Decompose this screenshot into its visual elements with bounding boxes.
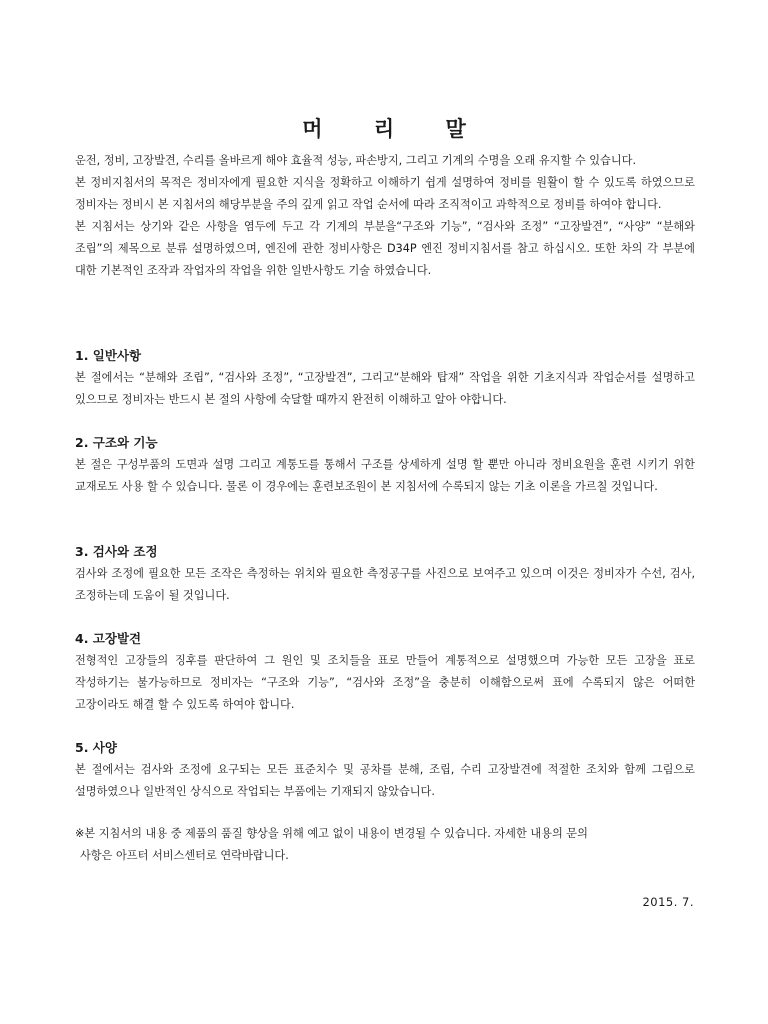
notice-line: 사항은 아프터 서비스센터로 연락바랍니다. <box>80 849 289 862</box>
section-body: 본 절은 구성부품의 도면과 설명 그리고 계통도를 통해서 구조를 상세하게 설명 할 뿐만 아니라 정비요원을 훈련 시키기 위한 교재로도 사용 할 수 있습니다. 물론 이 경우에는 훈련보조원이 본 지침서에 수록되지 않는 기초 이론을 가르칠 것입니다. <box>75 458 695 493</box>
section-body: 검사와 조정에 필요한 모든 조작은 측정하는 위치와 필요한 측정공구를 사진으로 보여주고 있으며 이것은 정비자가 수선, 검사, 조정하는데 도움이 될 것입니다. <box>75 567 695 602</box>
section-body: 본 절에서는 “분해와 조립”, “검사와 조정”, “고장발견”, 그리고“분해와 탑재” 작업을 위한 기초지식과 작업순서를 설명하고 있으므로 정비자는 반드시 본 절의 사항에 숙달할 때까지 완전히 이해하고 알아 야합니다. <box>75 371 695 406</box>
section-heading: 4. 고장발견 <box>75 631 142 646</box>
section-heading: 2. 구조와 기능 <box>75 435 158 450</box>
notice-line: ※본 지침서의 내용 중 제품의 품질 향상을 위해 예고 없이 내용이 변경될 수 있습니다. 자세한 내용의 문의 <box>75 827 588 840</box>
section-body: 본 절에서는 검사와 조정에 요구되는 모든 표준치수 및 공차를 분해, 조립, 수리 고장발견에 적절한 조치와 함께 그림으로 설명하였으나 일반적인 상식으로 작업되는 부품에는 기재되지 않았습니다. <box>75 763 695 798</box>
notice <box>75 823 695 867</box>
intro <box>75 150 695 282</box>
publication-date: 2015. 7. <box>642 895 694 909</box>
intro-paragraph: 본 정비지침서의 목적은 정비자에게 필요한 지식을 정확하고 이해하기 쉽게 설명하여 정비를 원활이 할 수 있도록 하였으므로 정비자는 정비시 본 지침서의 해당부분을 주의 깊게 읽고 작업 순서에 따라 조직적이고 과학적으로 정비를 하여야 합니다. <box>75 176 695 211</box>
section-troubleshooting <box>75 628 695 716</box>
section-heading: 5. 사양 <box>75 740 117 755</box>
intro-paragraph: 운전, 정비, 고장발견, 수리를 올바르게 해야 효율적 성능, 파손방지, 그리고 기계의 수명을 오래 유지할 수 있습니다. <box>75 154 637 167</box>
section-heading: 3. 검사와 조정 <box>75 544 158 559</box>
section-body: 전형적인 고장들의 징후를 판단하여 그 원인 및 조치들을 표로 만들어 계통적으로 설명했으며 가능한 모든 고장을 표로 작성하기는 불가능하므로 정비자는 “구조와 기능”, “검사와 조정”을 충분히 이해함으로써 표에 수록되지 않은 어떠한 고장이라도 해결 할 수 있도록 하여야 합니다. <box>75 654 695 711</box>
section-specifications <box>75 737 695 803</box>
section-inspection <box>75 541 695 607</box>
section-general <box>75 345 695 411</box>
section-structure <box>75 432 695 498</box>
intro-paragraph: 본 지침서는 상기와 같은 사항을 염두에 두고 각 기계의 부분을“구조와 기능”, “검사와 조정” “고장발견”, “사양” “분해와 조립”의 제목으로 분류 설명하였으며, 엔진에 관한 정비사항은 D34P 엔진 정비지침서를 참고 하십시오. 또한 차의 각 부분에 대한 기본적인 조작과 작업자의 작업을 위한 일반사항도 기술 하였습니다. <box>75 220 695 277</box>
page-title: 머 리 말 <box>302 116 488 141</box>
section-heading: 1. 일반사항 <box>75 348 142 363</box>
